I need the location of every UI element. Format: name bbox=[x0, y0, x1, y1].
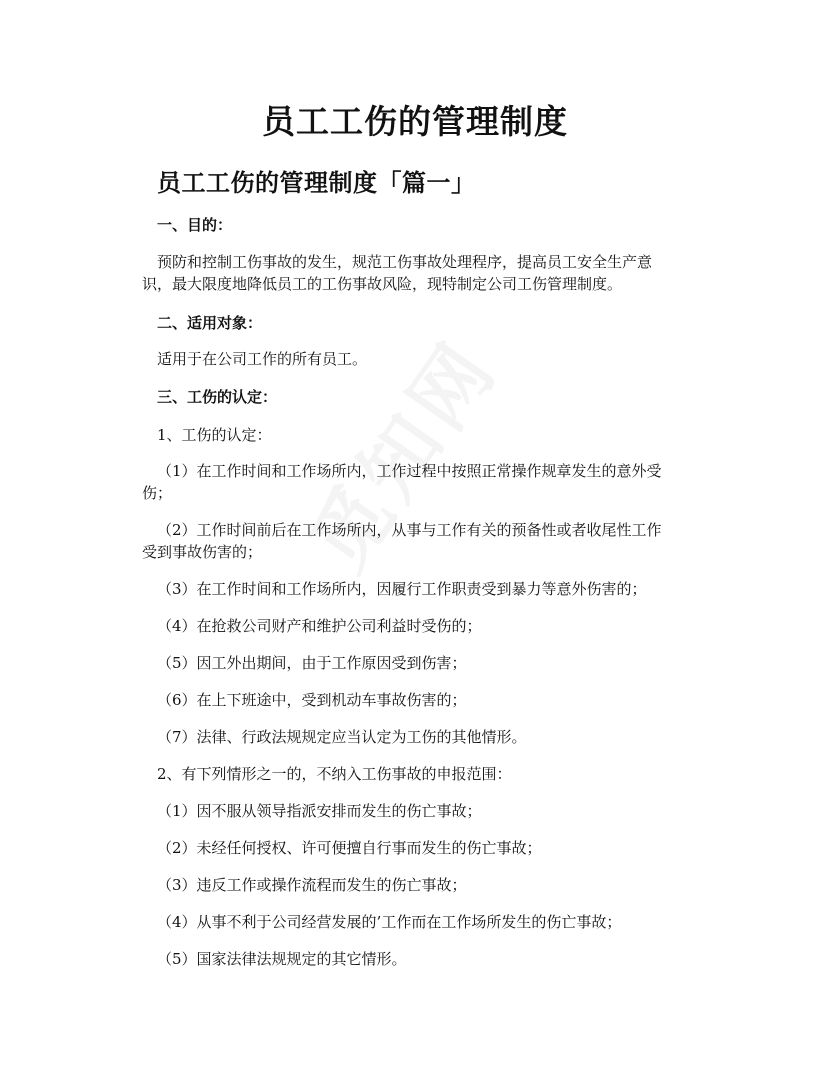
list-item-continuation: 受到事故伤害的； bbox=[142, 543, 263, 561]
paragraph-line: 预防和控制工伤事故的发生，规范工伤事故处理程序，提高员工安全生产意 bbox=[157, 253, 653, 271]
paragraph-line: 识，最大限度地降低员工的工伤事故风险，现特制定公司工伤管理制度。 bbox=[142, 275, 623, 293]
list-item-continuation: 伤； bbox=[142, 484, 173, 502]
heading-purpose: 一、目的： bbox=[157, 216, 233, 234]
list-item: （6）在上下班途中，受到机动车事故伤害的； bbox=[157, 691, 467, 709]
list-item: （4）从事不利于公司经营发展的’工作而在工作场所发生的伤亡事故； bbox=[157, 913, 622, 931]
subheading: 2、有下列情形之一的，不纳入工伤事故的申报范围： bbox=[157, 765, 512, 783]
list-item: （1）在工作时间和工作场所内，工作过程中按照正常操作规章发生的意外受 bbox=[157, 462, 662, 480]
heading-recognition: 三、工伤的认定： bbox=[157, 388, 278, 406]
list-item: （4）在抢救公司财产和维护公司利益时受伤的； bbox=[157, 617, 482, 635]
list-item: （2）工作时间前后在工作场所内，从事与工作有关的预备性或者收尾性工作 bbox=[157, 521, 662, 539]
section-title: 员工工伤的管理制度「篇一」 bbox=[157, 169, 476, 197]
list-item: （1）因不服从领导指派安排而发生的伤亡事故； bbox=[157, 802, 482, 820]
list-item: （3）在工作时间和工作场所内，因履行工作职责受到暴力等意外伤害的； bbox=[157, 580, 647, 598]
heading-scope: 二、适用对象： bbox=[157, 314, 263, 332]
list-item: （5）因工外出期间，由于工作原因受到伤害； bbox=[157, 654, 467, 672]
list-item: （2）未经任何授权、许可便擅自行事而发生的伤亡事故； bbox=[157, 839, 542, 857]
list-item: （3）违反工作或操作流程而发生的伤亡事故； bbox=[157, 876, 467, 894]
list-item: （5）国家法律法规规定的其它情形。 bbox=[157, 950, 407, 968]
subheading: 1、工伤的认定： bbox=[157, 426, 272, 444]
page-title: 员工工伤的管理制度 bbox=[262, 102, 568, 141]
paragraph-line: 适用于在公司工作的所有员工。 bbox=[157, 350, 368, 368]
list-item: （7）法律、行政法规规定应当认定为工伤的其他情形。 bbox=[157, 728, 527, 746]
